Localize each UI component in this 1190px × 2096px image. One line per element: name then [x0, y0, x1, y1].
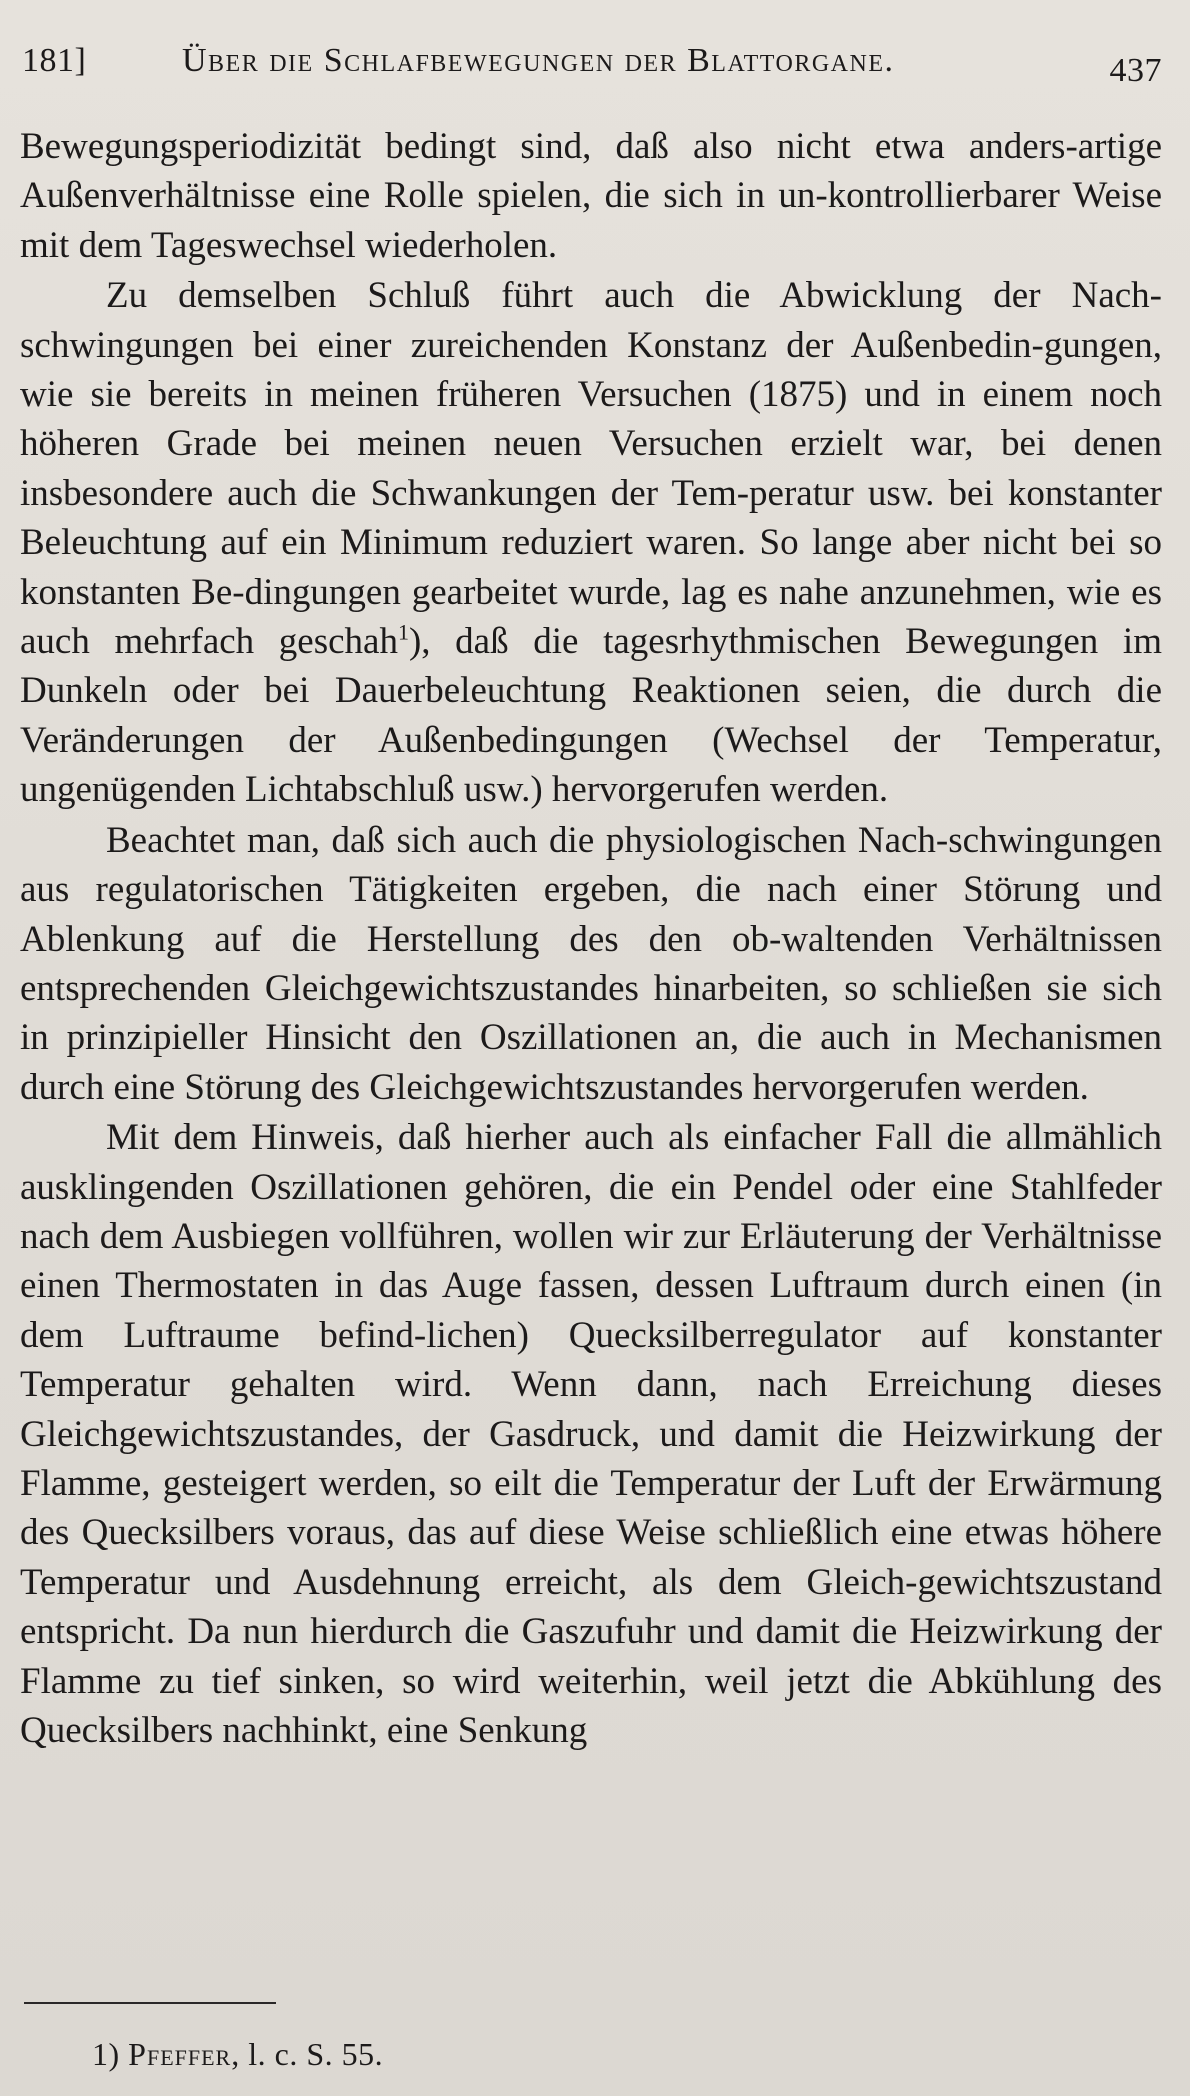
paragraph-text: Zu demselben Schluß führt auch die Abwicklung der Nach-schwingungen bei einer zureichenden Konstanz der Außenbedin-gungen, wie sie bereits in meinen früheren Versuchen (1875) und in einem noch höheren Grade bei meinen neuen Versuchen erzielt war, bei denen insbesondere auch die Schwankungen der Tem-peratur usw. bei konstanter Beleuchtung auf ein Minimum reduziert waren. So lange aber nicht bei so konstanten Be-dingungen gearbeitet wurde, lag es nahe anzunehmen, wie es auch mehrfach geschah [20, 275, 1162, 663]
paragraph-continuation: Bewegungsperiodizität bedingt sind, daß also nicht etwa anders-artige Außenverhältnisse eine Rolle spielen, die sich in un-kontrollierbarer Weise mit dem Tageswechsel wiederholen. [20, 126, 1162, 266]
body-text [20, 122, 1162, 1756]
running-head [22, 36, 1162, 96]
footnote [92, 2036, 383, 2073]
footnote-author: Pfeffer [128, 2036, 232, 2072]
section-reference: 181] [22, 42, 87, 79]
footnote-divider [24, 2002, 276, 2004]
paragraph-thermostat: Mit dem Hinweis, daß hierher auch als einfacher Fall die allmählich ausklingenden Oszillationen gehören, die ein Pendel oder eine Stahlfeder nach dem Ausbiegen vollführen, wollen wir zur Erläuterung der Verhältnisse einen Thermostaten in das Auge fassen, dessen Luftraum durch einen (in dem Luftraume befind-lichen) Quecksilberregulator auf konstanter Temperatur gehalten wird. Wenn dann, nach Erreichung dieses Gleichgewichtszustandes, der Gasdruck, und damit die Heizwirkung der Flamme, gesteigert werden, so eilt die Temperatur der Luft der Erwärmung des Quecksilbers voraus, das auf diese Weise schließlich eine etwas höhere Temperatur und Ausdehnung erreicht, als dem Gleich-gewichtszustand entspricht. Da nun hierdurch die Gaszufuhr und damit die Heizwirkung der Flamme zu tief sinken, so wird weiterhin, weil jetzt die Abkühlung des Quecksilbers nachhinkt, eine Senkung [20, 1117, 1162, 1751]
paragraph-text: ), daß die tagesrhythmischen Bewegungen im Dunkeln oder bei Dauerbeleuchtung Reaktionen seien, die durch die Veränderungen der Außenbedingungen (Wechsel der Temperatur, ungenügenden Lichtabschluß usw.) hervorgerufen werden. [20, 621, 1162, 811]
footnote-reference[interactable]: 1 [397, 619, 409, 645]
paragraph-nachschwingungen [20, 271, 1162, 814]
footnote-mark: 1) [92, 2036, 120, 2072]
footnote-citation: , l. c. S. 55. [231, 2036, 384, 2072]
page-number: 437 [1109, 52, 1162, 89]
running-title: Über die Schlafbewegungen der Blattorgane. [182, 42, 895, 79]
paragraph-regulatorische: Beachtet man, daß sich auch die physiologischen Nach-schwingungen aus regulatorischen Tätigkeiten ergeben, die nach einer Störung und Ablenkung auf die Herstellung des den ob-waltenden Verhältnissen entsprechenden Gleichgewichtszustandes hinarbeiten, so schließen sie sich in prinzipieller Hinsicht den Oszillationen an, die auch in Mechanismen durch eine Störung des Gleichgewichtszustandes hervorgerufen werden. [20, 819, 1162, 1108]
